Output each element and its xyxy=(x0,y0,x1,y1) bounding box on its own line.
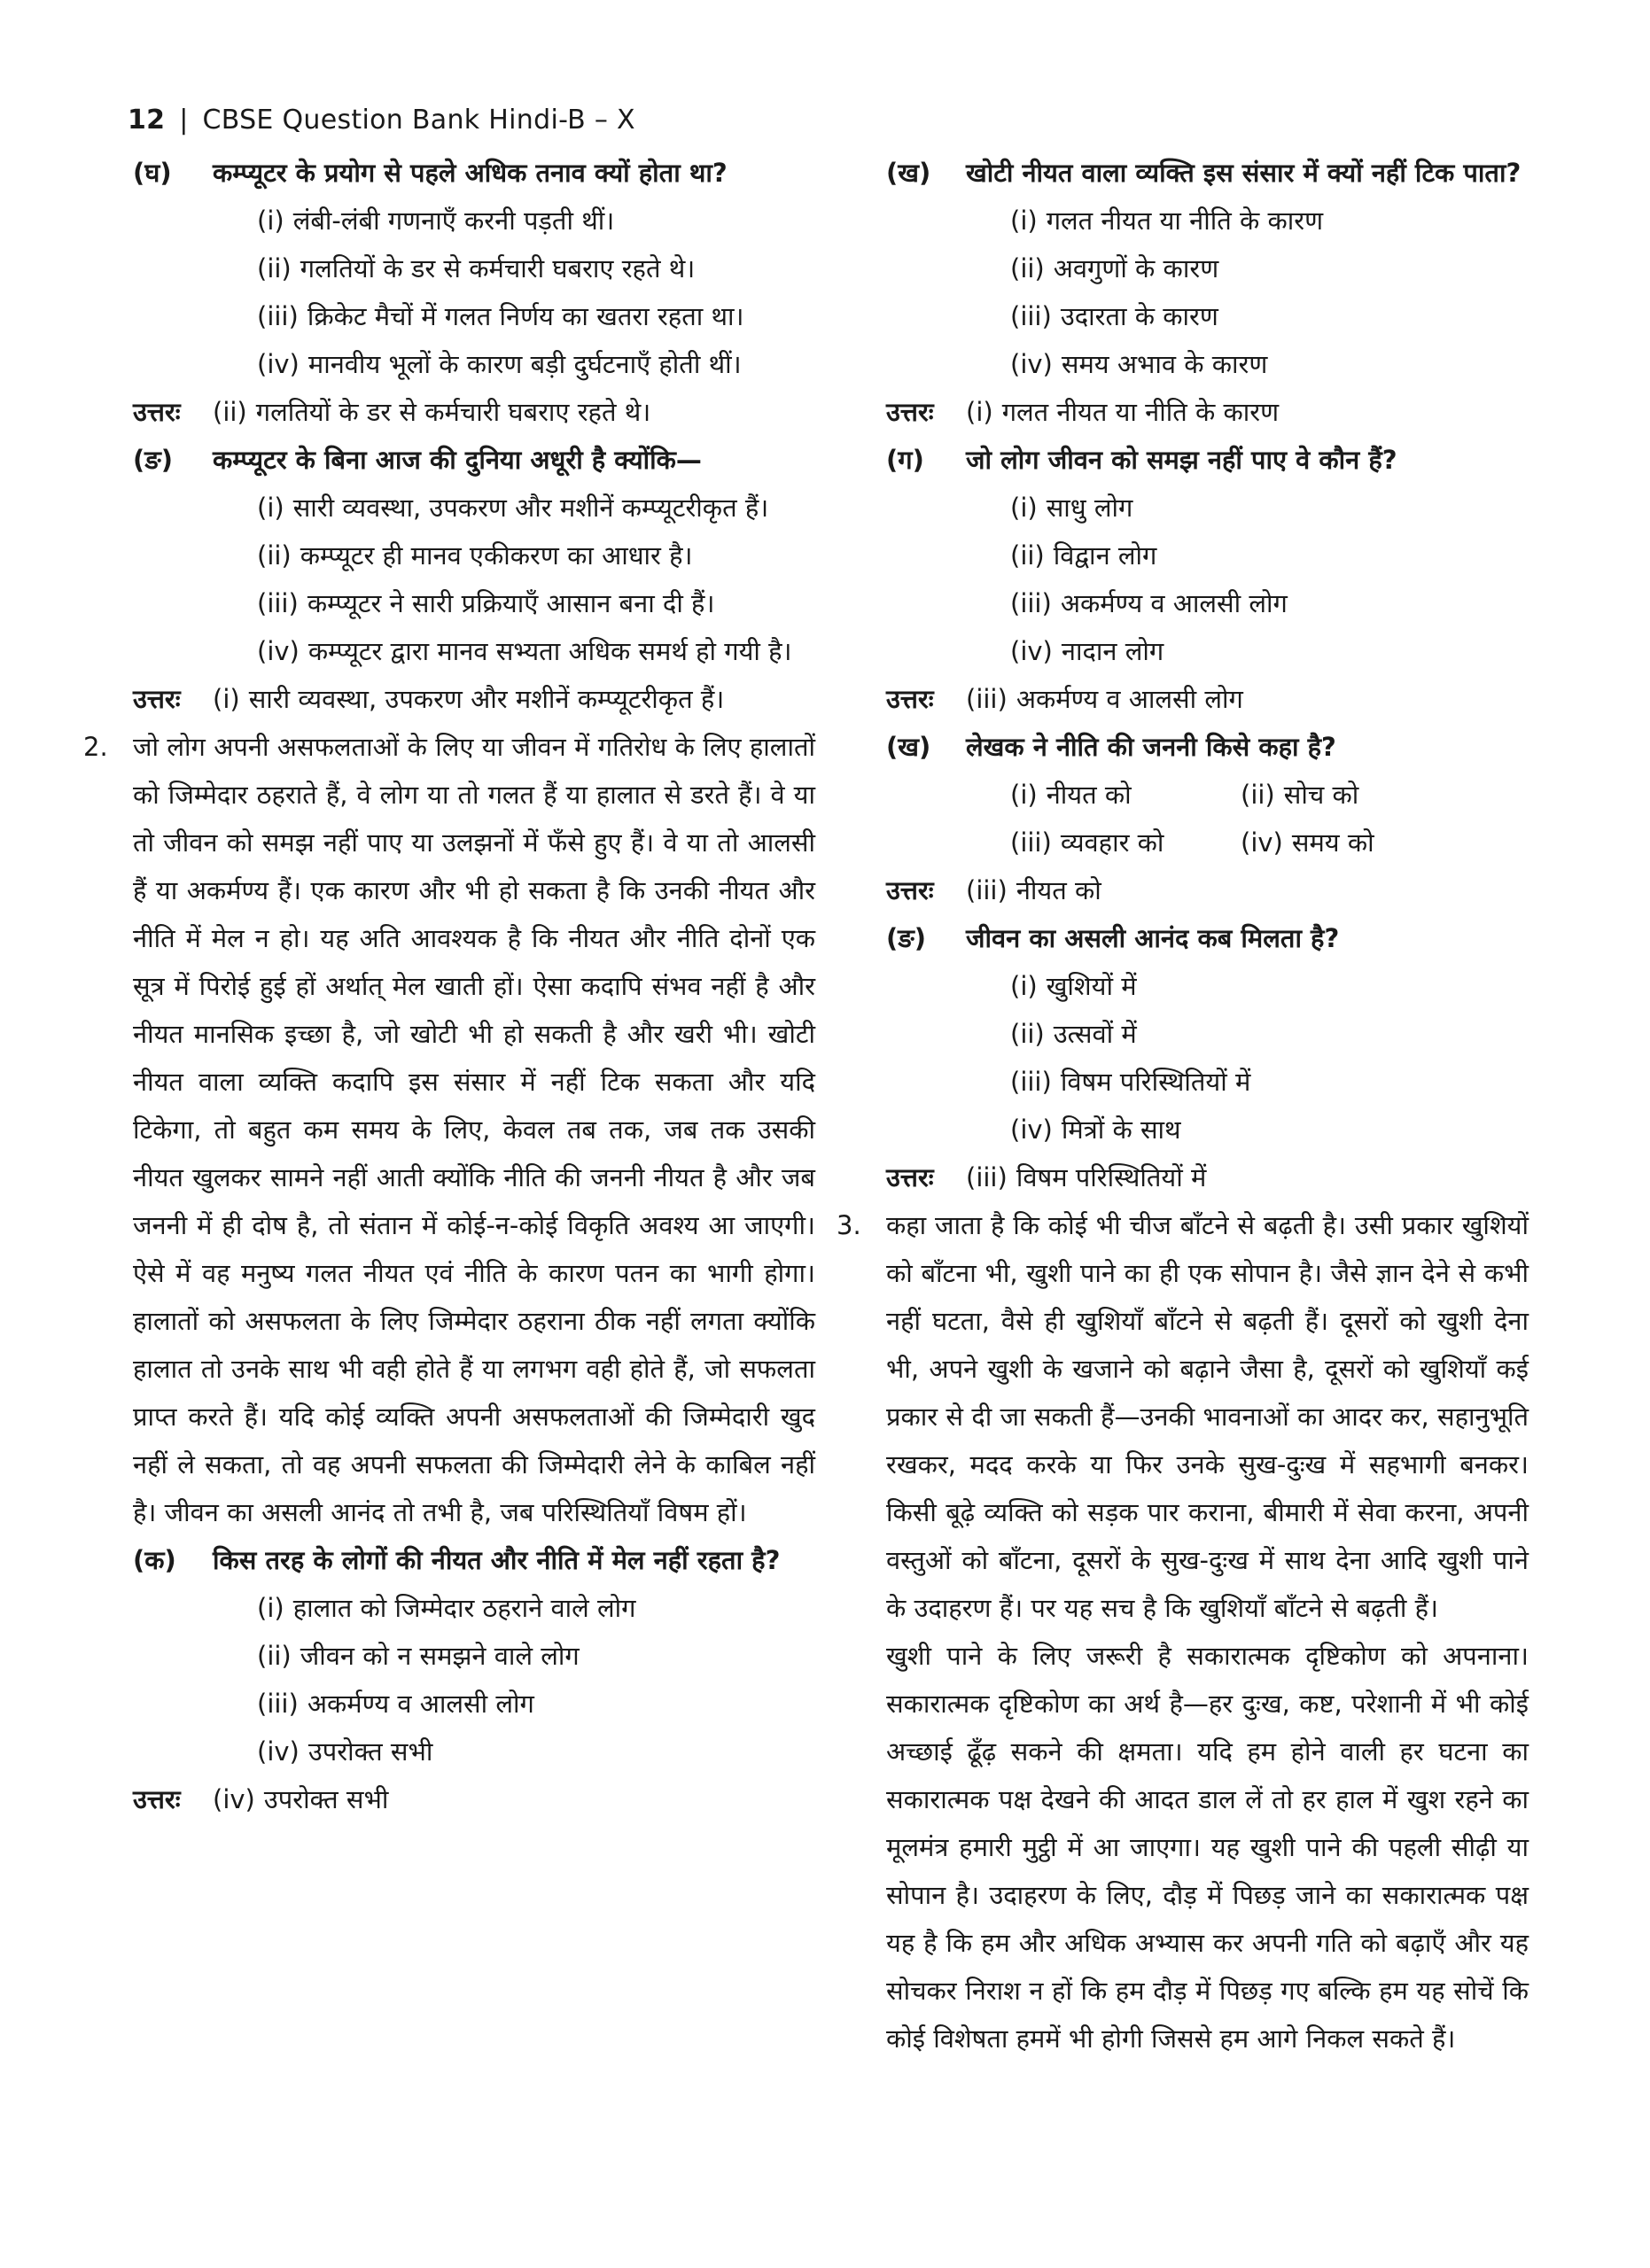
option xyxy=(257,579,815,627)
option-text: समय को xyxy=(1291,827,1374,858)
answer xyxy=(133,675,815,723)
option xyxy=(257,340,815,388)
page-header xyxy=(128,105,635,136)
answer-number: (i) xyxy=(966,397,993,427)
option-number: (iii) xyxy=(1010,588,1052,618)
option xyxy=(1010,1010,1529,1058)
option-number: (iv) xyxy=(1010,349,1053,379)
left-column xyxy=(83,149,815,1823)
question-text: किस तरह के लोगों की नीयत और नीति में मेल नहीं रहता है? xyxy=(213,1545,781,1575)
answer-label: उत्तरः xyxy=(886,875,934,905)
option-number: (i) xyxy=(257,1593,284,1623)
option-text: क्रिकेट मैचों में गलत निर्णय का खतरा रहता था। xyxy=(307,301,744,331)
passage-2 xyxy=(83,723,815,1536)
option-row xyxy=(1010,771,1529,819)
option-text: जीवन को न समझने वाले लोग xyxy=(300,1641,580,1671)
answer-text: अकर्मण्य व आलसी लोग xyxy=(1016,684,1243,714)
option xyxy=(257,1728,815,1775)
question-tag: (क) xyxy=(133,1545,176,1575)
option xyxy=(1010,962,1529,1010)
passage-number: 2. xyxy=(83,732,108,762)
answer-number: (iii) xyxy=(966,875,1008,905)
option-text: व्यवहार को xyxy=(1060,827,1164,858)
option xyxy=(1010,532,1529,579)
answer xyxy=(133,1775,815,1823)
question-tag: (ङ) xyxy=(133,445,173,475)
answer-number: (iv) xyxy=(213,1784,255,1814)
question-gha xyxy=(133,149,815,197)
option-number: (ii) xyxy=(1010,253,1045,284)
option-text: सारी व्यवस्था, उपकरण और मशीनें कम्प्यूटरीकृत हैं। xyxy=(292,493,769,523)
option-number: (iv) xyxy=(1010,636,1053,666)
option-number: (ii) xyxy=(1010,540,1045,571)
option-text: कम्प्यूटर द्वारा मानव सभ्यता अधिक समर्थ हो गयी है। xyxy=(307,636,792,666)
option-text: कम्प्यूटर ही मानव एकीकरण का आधार है। xyxy=(300,540,693,571)
option-number: (iii) xyxy=(257,1689,299,1719)
option xyxy=(257,197,815,245)
option xyxy=(1010,245,1529,292)
option-text: लंबी-लंबी गणनाएँ करनी पड़ती थीं। xyxy=(292,206,615,236)
option-text: उपरोक्त सभी xyxy=(307,1736,433,1767)
question-nga xyxy=(133,436,815,484)
option xyxy=(257,245,815,292)
option xyxy=(1010,627,1529,675)
option-number: (i) xyxy=(257,493,284,523)
answer xyxy=(886,866,1529,914)
option xyxy=(1010,1106,1529,1153)
option-number: (iv) xyxy=(1241,827,1283,858)
question-text: कम्प्यूटर के प्रयोग से पहले अधिक तनाव क्यों होता था? xyxy=(213,158,728,188)
answer xyxy=(886,388,1529,436)
header-separator: | xyxy=(179,105,189,136)
option xyxy=(1241,771,1471,819)
question-ga xyxy=(886,436,1529,484)
option-text: अकर्मण्य व आलसी लोग xyxy=(1060,588,1288,618)
answer-number: (ii) xyxy=(213,397,247,427)
answer-label: उत्तरः xyxy=(133,397,181,427)
option xyxy=(1010,197,1529,245)
option xyxy=(1010,484,1529,532)
question-text: खोटी नीयत वाला व्यक्ति इस संसार में क्यों नहीं टिक पाता? xyxy=(966,158,1522,188)
option-text: खुशियों में xyxy=(1046,971,1137,1001)
answer xyxy=(886,675,1529,723)
right-column xyxy=(837,149,1529,2062)
option-text: विषम परिस्थितियों में xyxy=(1060,1067,1251,1097)
option-number: (i) xyxy=(1010,780,1038,810)
option xyxy=(257,1632,815,1680)
question-kha-2 xyxy=(886,723,1529,771)
answer-label: उत्तरः xyxy=(886,684,934,714)
answer-text: गलत नीयत या नीति के कारण xyxy=(1001,397,1280,427)
option-number: (iii) xyxy=(257,301,299,331)
option-text: उदारता के कारण xyxy=(1060,301,1218,331)
option-text: समय अभाव के कारण xyxy=(1061,349,1268,379)
option-text: हालात को जिम्मेदार ठहराने वाले लोग xyxy=(292,1593,636,1623)
answer-text: गलतियों के डर से कर्मचारी घबराए रहते थे। xyxy=(255,397,651,427)
option-number: (iv) xyxy=(257,1736,300,1767)
answer-text: उपरोक्त सभी xyxy=(263,1784,389,1814)
option-text: गलतियों के डर से कर्मचारी घबराए रहते थे। xyxy=(300,253,696,284)
question-nga-2 xyxy=(886,914,1529,962)
option-number: (iii) xyxy=(1010,301,1052,331)
option-number: (i) xyxy=(257,206,284,236)
passage-text: कहा जाता है कि कोई भी चीज बाँटने से बढ़ती है। उसी प्रकार खुशियों को बाँटना भी, खुशी पाने का ही एक सोपान है। जैसे ज्ञान देने से कभी नहीं घटता, वैसे ही खुशियाँ बाँटने से बढ़ती हैं। दूसरों को खुशी देना भी, अपने खुशी के खजाने को बढ़ाने जैसा है, दूसरों को खुशियाँ कई प्रकार से दी जा सकती हैं—उनकी भावनाओं का आदर कर, सहानुभूति रखकर, मदद करके या फिर उनके सुख-दुःख में सहभागी बनकर। किसी बूढ़े व्यक्ति को सड़क पार कराना, बीमारी में सेवा करना, अपनी वस्तुओं को बाँटना, दूसरों के सुख-दुःख में साथ देना आदि खुशी पाने के उदाहरण हैं। पर यह सच है कि खुशियाँ बाँटने से बढ़ती हैं। xyxy=(886,1210,1529,1623)
option-number: (iv) xyxy=(257,636,300,666)
answer xyxy=(886,1153,1529,1201)
option-text: नादान लोग xyxy=(1061,636,1164,666)
answer xyxy=(133,388,815,436)
option xyxy=(1010,771,1241,819)
answer-label: उत्तरः xyxy=(133,684,181,714)
answer-label: उत्तरः xyxy=(886,397,934,427)
option-number: (iv) xyxy=(1010,1115,1053,1145)
option xyxy=(257,484,815,532)
option xyxy=(1010,819,1241,866)
answer-number: (iii) xyxy=(966,684,1008,714)
option-number: (iii) xyxy=(257,588,299,618)
option-number: (i) xyxy=(1010,493,1038,523)
question-text: जो लोग जीवन को समझ नहीं पाए वे कौन हैं? xyxy=(966,445,1397,475)
answer-number: (iii) xyxy=(966,1162,1008,1192)
option xyxy=(1010,292,1529,340)
passage-text-continued: खुशी पाने के लिए जरूरी है सकारात्मक दृष्टिकोण को अपनाना। सकारात्मक दृष्टिकोण का अर्थ है—हर दुःख, कष्ट, परेशानी में भी कोई अच्छाई ढूँढ़ सकने की क्षमता। यदि हम होने वाली हर घटना का सकारात्मक पक्ष देखने की आदत डाल लें तो हर हाल में खुश रहने का मूलमंत्र हमारी मुट्ठी में आ जाएगा। यह खुशी पाने की पहली सीढ़ी या सोपान है। उदाहरण के लिए, दौड़ में पिछड़ जाने का सकारात्मक पक्ष यह है कि हम और अधिक अभ्यास कर अपनी गति को बढ़ाएँ और यह सोचकर निराश न हों कि हम दौड़ में पिछड़ गए बल्कि हम यह सोचें कि कोई विशेषता हममें भी होगी जिससे हम आगे निकल सकते हैं। xyxy=(886,1641,1529,2054)
option-text: साधु लोग xyxy=(1046,493,1133,523)
option-number: (ii) xyxy=(1241,780,1275,810)
question-kha xyxy=(886,149,1529,197)
option xyxy=(1010,1058,1529,1106)
answer-label: उत्तरः xyxy=(133,1784,181,1814)
option-row xyxy=(1010,819,1529,866)
page-number: 12 xyxy=(128,105,166,136)
option-text: मित्रों के साथ xyxy=(1061,1115,1181,1145)
book-title: CBSE Question Bank Hindi-B – X xyxy=(202,105,635,136)
option-text: विद्वान लोग xyxy=(1053,540,1157,571)
answer-text: नीयत को xyxy=(1016,875,1101,905)
question-tag: (घ) xyxy=(133,158,172,188)
option xyxy=(1241,819,1471,866)
option xyxy=(1010,340,1529,388)
option-text: सोच को xyxy=(1283,780,1359,810)
option-number: (i) xyxy=(1010,971,1038,1001)
passage-number: 3. xyxy=(837,1210,861,1240)
answer-number: (i) xyxy=(213,684,240,714)
option-text: उत्सवों में xyxy=(1053,1019,1137,1049)
option-text: अवगुणों के कारण xyxy=(1053,253,1219,284)
question-tag: (ख) xyxy=(886,732,931,762)
question-text: लेखक ने नीति की जननी किसे कहा है? xyxy=(966,732,1336,762)
option-number: (ii) xyxy=(257,1641,292,1671)
question-text: कम्प्यूटर के बिना आज की दुनिया अधूरी है क्योंकि— xyxy=(213,445,702,475)
passage-3 xyxy=(837,1201,1529,1632)
question-text: जीवन का असली आनंद कब मिलता है? xyxy=(966,923,1340,953)
option-text: अकर्मण्य व आलसी लोग xyxy=(307,1689,534,1719)
option xyxy=(257,1584,815,1632)
option xyxy=(257,1680,815,1728)
option-text: मानवीय भूलों के कारण बड़ी दुर्घटनाएँ होती थीं। xyxy=(307,349,742,379)
option-text: कम्प्यूटर ने सारी प्रक्रियाएँ आसान बना दी हैं। xyxy=(307,588,715,618)
option-number: (ii) xyxy=(257,253,292,284)
answer-text: सारी व्यवस्था, उपकरण और मशीनें कम्प्यूटरीकृत हैं। xyxy=(248,684,725,714)
answer-label: उत्तरः xyxy=(886,1162,934,1192)
question-tag: (ग) xyxy=(886,445,924,475)
question-tag: (ख) xyxy=(886,158,931,188)
option-number: (iii) xyxy=(1010,1067,1052,1097)
option-number: (i) xyxy=(1010,206,1038,236)
option-number: (ii) xyxy=(1010,1019,1045,1049)
option-text: गलत नीयत या नीति के कारण xyxy=(1046,206,1324,236)
option-number: (iv) xyxy=(257,349,300,379)
option-number: (iii) xyxy=(1010,827,1052,858)
option xyxy=(1010,579,1529,627)
option xyxy=(257,292,815,340)
option-text: नीयत को xyxy=(1046,780,1132,810)
question-tag: (ङ) xyxy=(886,923,926,953)
question-ka xyxy=(133,1536,815,1584)
passage-text: जो लोग अपनी असफलताओं के लिए या जीवन में गतिरोध के लिए हालातों को जिम्मेदार ठहराते हैं, वे लोग या तो गलत हैं या हालात से डरते हैं। वे या तो जीवन को समझ नहीं पाए या उलझनों में फँसे हुए हैं। वे या तो आलसी हैं या अकर्मण्य हैं। एक कारण और भी हो सकता है कि उनकी नीयत और नीति में मेल न हो। यह अति आवश्यक है कि नीयत और नीति दोनों एक सूत्र में पिरोई हुई हों अर्थात् मेल खाती हों। ऐसा कदापि संभव नहीं है और नीयत मानसिक इच्छा है, जो खोटी भी हो सकती है और खरी भी। खोटी नीयत वाला व्यक्ति कदापि इस संसार में नहीं टिक सकता और यदि टिकेगा, तो बहुत कम समय के लिए, केवल तब तक, जब तक उसकी नीयत खुलकर सामने नहीं आती क्योंकि नीति की जननी नीयत है और जब जननी में ही दोष है, तो संतान में कोई-न-कोई विकृति अवश्य आ जाएगी। ऐसे में वह मनुष्य गलत नीयत एवं नीति के कारण पतन का भागी होगा। हालातों को असफलता के लिए जिम्मेदार ठहराना ठीक नहीं लगता क्योंकि हालात तो उनके साथ भी वही होते हैं या लगभग वही होते हैं, जो सफलता प्राप्त करते हैं। यदि कोई व्यक्ति अपनी असफलताओं की जिम्मेदारी खुद नहीं ले सकता, तो वह अपनी सफलता की जिम्मेदारी लेने के काबिल नहीं है। जीवन का असली आनंद तो तभी है, जब परिस्थितियाँ विषम हों। xyxy=(133,732,815,1527)
option xyxy=(257,627,815,675)
option xyxy=(257,532,815,579)
answer-text: विषम परिस्थितियों में xyxy=(1016,1162,1207,1192)
option-number: (ii) xyxy=(257,540,292,571)
